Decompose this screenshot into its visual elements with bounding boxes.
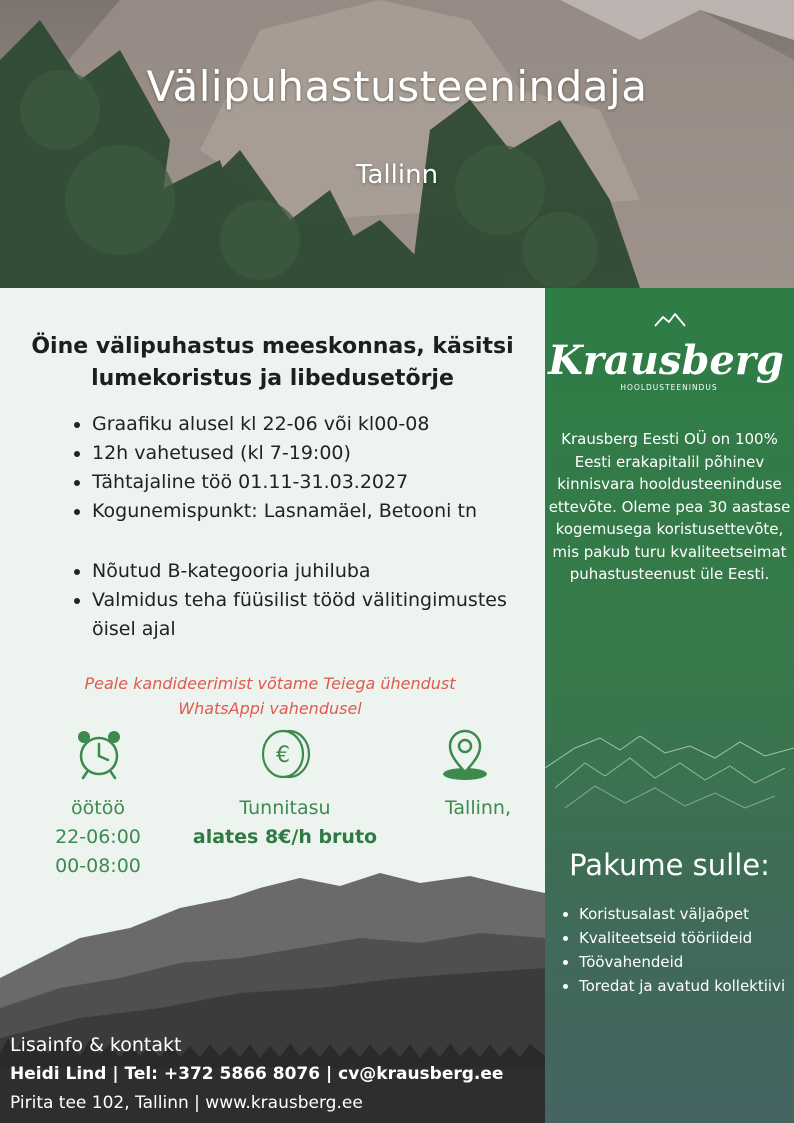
list-item: • Töövahendeid (579, 950, 789, 974)
krausberg-logo (545, 310, 794, 410)
hero-banner (0, 0, 794, 288)
mountains-footer-image (0, 868, 545, 1123)
list-item: • 12h vahetused (kl 7-19:00) (92, 439, 477, 468)
svg-text:Krausberg: Krausberg (548, 337, 784, 384)
company-sidebar (545, 288, 794, 1123)
schedule-time-1: 22-06:00 (55, 826, 141, 848)
main-content (0, 288, 545, 1123)
hero-background-image (0, 0, 794, 288)
contact-person: Heidi Lind | Tel: +372 5866 8076 | cv@krausberg.ee (10, 1064, 504, 1084)
pay-info (175, 794, 395, 852)
pay-label: Tunnitasu (239, 797, 331, 819)
svg-text:HOOLDUSTEENINDUS: HOOLDUSTEENINDUS (620, 383, 718, 392)
mountain-line-art (545, 708, 794, 828)
location-pin-icon (440, 728, 490, 782)
euro-coin-icon (258, 728, 314, 780)
schedule-label: öötöö (71, 797, 125, 819)
list-item: • Valmidus teha füüsilist tööd välitingimustes öisel ajal (92, 586, 512, 644)
list-item: • Graafiku alusel kl 22-06 või kl00-08 (92, 410, 477, 439)
list-item: • Kvaliteetseid tööriideid (579, 926, 789, 950)
place-label: Tallinn, (444, 797, 512, 819)
list-item: • Nõutud B-kategooria juhiluba (92, 557, 512, 586)
contact-address: Pirita tee 102, Tallinn | www.krausberg.ee (10, 1093, 363, 1113)
list-item: • Koristusalast väljaõpet (579, 902, 789, 926)
svg-text:€: € (276, 743, 290, 768)
job-location: Tallinn (355, 160, 439, 190)
job-title: Välipuhastusteenindaja (146, 62, 648, 111)
contact-heading: Lisainfo & kontakt (10, 1034, 182, 1056)
schedule-time-2: 00-08:00 (55, 855, 141, 877)
company-about: Krausberg Eesti OÜ on 100% Eesti erakapitalil põhinev kinnisvara hooldusteeninduse ettevõte. Oleme pea 30 aastase kogemusega koristusettevõte, mis pakub turu kvaliteetseimat puhastusteenust üle Eesti. (548, 430, 791, 583)
place-info (418, 794, 538, 823)
job-details-list (72, 410, 477, 526)
alarm-clock-icon (74, 728, 124, 780)
list-item: • Kogunemispunkt: Lasnamäel, Betooni tn (92, 497, 477, 526)
offer-list (559, 902, 789, 998)
list-item: • Toredat ja avatud kollektiivi (579, 974, 789, 998)
whatsapp-note: Peale kandideerimist võtame Teiega ühendust WhatsAppi vahendusel (84, 674, 456, 718)
list-item: • Tähtajaline töö 01.11-31.03.2027 (92, 468, 477, 497)
requirements-list (72, 557, 512, 644)
job-headline: Öine välipuhastus meeskonnas, käsitsi lumekoristus ja libedusetõrje (31, 334, 514, 391)
pay-amount: alates 8€/h bruto (192, 826, 378, 848)
offer-title: Pakume sulle: (569, 848, 770, 882)
